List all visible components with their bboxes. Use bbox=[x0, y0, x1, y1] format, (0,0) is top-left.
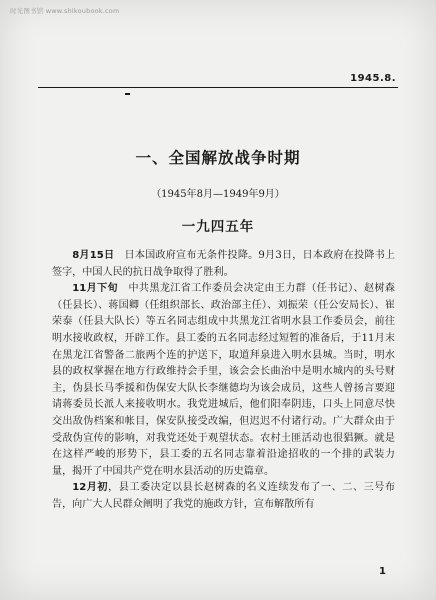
watermark: 时光图书馆 www.shikoubook.com bbox=[10, 7, 120, 15]
year-heading: 一九四五年 bbox=[181, 219, 255, 235]
paragraph-text: ，县工委决定以县长赵树森的名义连续发布了一、二、三号布告，向广大人民群众阐明了我党的施政方针，宣布解散所有 bbox=[52, 482, 396, 510]
paragraph-date-lead: 12月初 bbox=[72, 482, 109, 494]
paragraph-date-lead: 8月15日 bbox=[72, 250, 115, 261]
paragraph bbox=[52, 248, 395, 281]
paragraph bbox=[52, 480, 395, 513]
paragraph bbox=[52, 281, 395, 480]
header-rule bbox=[38, 87, 398, 88]
page-number: 1 bbox=[379, 566, 386, 577]
paragraph-date-lead: 11月下旬 bbox=[72, 283, 118, 295]
header-tick-mark bbox=[125, 93, 130, 95]
paragraph-text: 中共黑龙江省工作委员会决定由王力群（任书记）、赵树森（任县长）、蒋国卿（任组织部长、政治部主任）、刘振荣（任公安局长）、崔荣泰（任县大队长）等五名同志组成中共黑龙江省明水县工作委员会，前往明水接收政权，开辟工作。县工委的五名同志经过短暂的准备后，于11月末在黑龙江省警备二旅两个连的护送下，取道拜泉进入明水县城。当时，明水县的政权掌握在地方行政维持会手里，该会会长曲治中是明水城内的头号财主，伪县长马季援和伪保安大队长李继德均为该会成员，这些人曾扬言要迎请蒋委员长派人来接收明水。我党进城后，他们阳奉阴违，口头上同意尽快交出敌伪档案和帐目，保安队接受改编，但迟迟不付诸行动。广大群众由于受敌伪宣传的影响，对我党还处于观望状态。农村土匪活动也很猖獗。就是在这样严峻的形势下，县工委的五名同志靠着沿途招收的一个排的武装力量，揭开了中国共产党在明水县活动的历史篇章。 bbox=[52, 283, 395, 477]
period-subtitle: （1945年8月—1949年9月） bbox=[151, 189, 285, 200]
header-date: 1945.8. bbox=[350, 73, 396, 84]
paragraph-text: 日本国政府宣布无条件投降。9月3日，日本政府在投降书上签字，中国人民的抗日战争取得了胜利。 bbox=[52, 250, 396, 278]
chapter-title: 一、全国解放战争时期 bbox=[135, 149, 301, 167]
body-text bbox=[52, 248, 395, 514]
